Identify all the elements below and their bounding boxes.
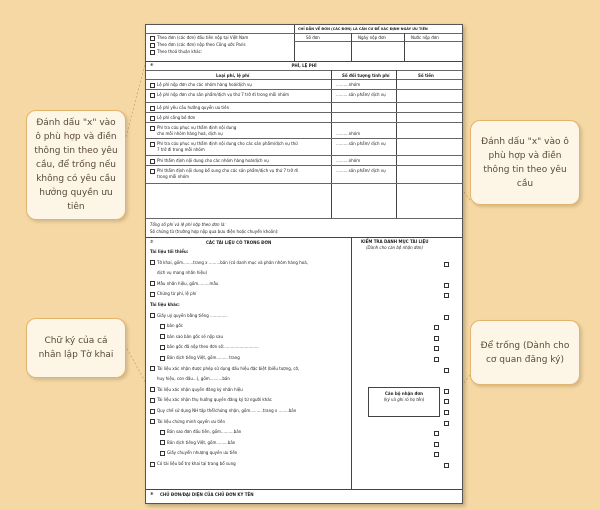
callout-signature: Chữ ký của cá nhân lập Tờ khai bbox=[26, 318, 126, 378]
doc-item[interactable]: Bản dịch tiếng Việt, gồm.........bản bbox=[160, 440, 235, 446]
doc-item[interactable]: bản gốc bbox=[160, 323, 183, 329]
doc-item[interactable]: Có tài liệu bổ trợ khai tại trang bổ sung bbox=[150, 461, 236, 467]
checkbox[interactable] bbox=[150, 281, 155, 286]
section-number: ⑧ bbox=[150, 491, 154, 496]
checkbox[interactable] bbox=[160, 334, 165, 339]
checkbox[interactable] bbox=[150, 398, 155, 403]
checklist-checkbox[interactable] bbox=[444, 421, 449, 426]
checklist-title: KIỂM TRA DANH MỤC TÀI LIỆU bbox=[361, 239, 429, 244]
doc-item[interactable]: Bản dịch tiếng Việt, gồm......... trang bbox=[160, 355, 240, 361]
fee-receipt: Số chứng từ (trường hợp nộp qua bưu điện hoặc chuyển khoản): bbox=[150, 229, 279, 234]
priority-option-other[interactable]: Theo thoả thuận khác: bbox=[150, 49, 202, 55]
checklist-checkbox[interactable] bbox=[434, 357, 439, 362]
fee-item[interactable]: Lệ phí nộp đơn cho sản phẩm/dịch vụ thứ 7 trở đi trong mỗi nhóm bbox=[150, 92, 289, 98]
checkbox[interactable] bbox=[150, 462, 155, 467]
fee-item-cont: trong mỗi nhóm bbox=[157, 174, 190, 179]
checkbox[interactable] bbox=[150, 292, 155, 297]
fee-item[interactable]: Lệ phí nộp đơn cho các nhóm hàng hoá/dịch vụ bbox=[150, 82, 252, 88]
priority-option-vn[interactable]: Theo đơn (các đơn) đầu tiên nộp tại Việt Nam bbox=[150, 35, 248, 41]
col-filing-date: Ngày nộp đơn bbox=[358, 35, 386, 40]
doc-item[interactable]: Giấy chuyển nhượng quyền ưu tiên bbox=[160, 450, 237, 456]
officer-title: Cán bộ nhận đơn bbox=[385, 391, 423, 396]
section-number: ⑦ bbox=[150, 239, 154, 244]
checkbox[interactable] bbox=[150, 419, 155, 424]
checklist-checkbox[interactable] bbox=[434, 431, 439, 436]
checkbox[interactable] bbox=[160, 451, 165, 456]
fee-item-cont: 7 trở đi trong mỗi nhóm bbox=[157, 147, 205, 152]
fee-count[interactable]: ..........sản phẩm/ dịch vụ bbox=[336, 141, 386, 146]
checkbox[interactable] bbox=[160, 440, 165, 445]
doc-item[interactable]: Quy chế sử dụng NH tập thể/chứng nhận, gồm..........trang x ........bản bbox=[150, 408, 296, 414]
checkbox[interactable] bbox=[150, 313, 155, 318]
declaration-form bbox=[145, 24, 463, 504]
doc-item[interactable]: Giấy uỷ quyền bằng tiếng .............. bbox=[150, 313, 228, 319]
checkbox[interactable] bbox=[150, 387, 155, 392]
doc-item[interactable]: bản sao bản gốc sẽ nộp sau bbox=[160, 334, 223, 340]
doc-group-label: Tài liệu khác: bbox=[150, 302, 180, 307]
checkbox[interactable] bbox=[160, 324, 165, 329]
fee-count[interactable]: ..........sản phẩm/ dịch vụ bbox=[336, 92, 386, 97]
checklist-checkbox[interactable] bbox=[444, 262, 449, 267]
doc-item[interactable]: Tài liệu xác nhận thụ hưởng quyền đăng ký từ người khác bbox=[150, 397, 272, 403]
fee-item[interactable]: Phí tra cứu phục vụ thẩm định nội dung bbox=[150, 125, 236, 131]
doc-item[interactable]: Tài liệu xác nhận quyền đăng ký nhãn hiệu bbox=[150, 387, 243, 393]
doc-item[interactable]: Chứng từ phí, lệ phí bbox=[150, 291, 196, 297]
checklist-checkbox[interactable] bbox=[444, 315, 449, 320]
checklist-subtitle: (Dành cho cán bộ nhận đơn) bbox=[366, 245, 424, 250]
doc-item[interactable]: Tờ khai, gồm........trang x .........bản (có danh mục và phân nhóm hàng hoá, bbox=[150, 260, 308, 266]
fee-count[interactable]: ..........nhóm bbox=[336, 82, 361, 87]
doc-item[interactable]: Tài liệu xác nhận được phép sử dụng dấu hiệu đặc biệt (biểu tượng, cờ, bbox=[150, 366, 299, 372]
fee-total: Tổng số phí và lệ phí nộp theo đơn là: bbox=[150, 222, 226, 227]
checklist-checkbox[interactable] bbox=[444, 399, 449, 404]
fee-item[interactable]: Phí tra cứu phục vụ thẩm định nội dung cho các sản phẩm/dịch vụ thứ bbox=[150, 141, 298, 147]
checklist-checkbox[interactable] bbox=[444, 283, 449, 288]
checklist-checkbox[interactable] bbox=[434, 325, 439, 330]
priority-basis-title: CHỈ DẪN VỀ ĐƠN (CÁC ĐƠN) LÀ CĂN CỨ ĐỂ XÁC ĐỊNH NGÀY ƯU TIÊN bbox=[298, 27, 428, 31]
fee-count[interactable]: ..........sản phẩm/ dịch vụ bbox=[336, 168, 386, 173]
fees-title: PHÍ, LỆ PHÍ bbox=[291, 63, 317, 68]
checklist-checkbox[interactable] bbox=[444, 368, 449, 373]
doc-group-label: Tài liệu tối thiểu: bbox=[150, 249, 189, 254]
checklist-checkbox[interactable] bbox=[434, 452, 439, 457]
col-app-number: Số đơn bbox=[306, 35, 320, 40]
fee-amount-header: Số tiền bbox=[418, 73, 434, 78]
fee-item[interactable]: Lệ phí công bố đơn bbox=[150, 115, 195, 121]
fee-item[interactable]: Lệ phí yêu cầu hưởng quyền ưu tiên bbox=[150, 105, 229, 111]
col-filing-country: Nước nộp đơn bbox=[411, 35, 439, 40]
doc-item[interactable]: bản gốc đã nộp theo đơn số:........................... bbox=[160, 344, 259, 350]
fee-type-header: Loại phí, lệ phí bbox=[216, 73, 250, 78]
fee-count[interactable]: ..........nhóm bbox=[336, 158, 361, 163]
signature-title: CHỦ ĐƠN/ĐẠI DIỆN CỦA CHỦ ĐƠN KÝ TÊN bbox=[160, 492, 254, 497]
officer-sub: (ký và ghi rõ họ tên) bbox=[383, 397, 425, 402]
checklist-checkbox[interactable] bbox=[444, 389, 449, 394]
checklist-checkbox[interactable] bbox=[434, 346, 439, 351]
officer-box bbox=[368, 387, 440, 417]
fee-count-header: Số đối tượng tính phí bbox=[342, 73, 390, 78]
fee-item[interactable]: Phí thẩm định nội dung cho các nhóm hàng hoá/dịch vụ bbox=[150, 158, 269, 164]
doc-item: huy hiệu, con dấu...), gồm..........bản bbox=[157, 376, 230, 382]
checkbox[interactable] bbox=[160, 345, 165, 350]
checklist-checkbox[interactable] bbox=[444, 463, 449, 468]
fee-item-cont: cho mỗi nhóm hàng hoá, dịch vụ bbox=[157, 131, 223, 136]
callout-official-use: Để trống (Dành cho cơ quan đăng ký) bbox=[470, 320, 580, 385]
checkbox[interactable] bbox=[150, 260, 155, 265]
checklist-checkbox[interactable] bbox=[444, 410, 449, 415]
doc-item[interactable]: Mẫu nhãn hiệu, gồm.........mẫu bbox=[150, 281, 218, 287]
checkbox[interactable] bbox=[160, 356, 165, 361]
documents-title: CÁC TÀI LIỆU CÓ TRONG ĐƠN bbox=[206, 240, 272, 245]
fee-item[interactable]: Phí thẩm định nội dung bổ sung cho các sản phẩm/dịch vụ thứ 7 trở đi bbox=[150, 168, 298, 174]
checklist-checkbox[interactable] bbox=[444, 293, 449, 298]
fee-count[interactable]: ..........nhóm bbox=[336, 131, 361, 136]
checkbox[interactable] bbox=[150, 366, 155, 371]
callout-fees: Đánh dấu "x" vào ô phù hợp và điền thông tin theo yêu cầu bbox=[470, 120, 580, 205]
checklist-checkbox[interactable] bbox=[434, 336, 439, 341]
doc-item[interactable]: Bản sao đơn đầu tiên, gồm..........bản bbox=[160, 429, 241, 435]
checklist-checkbox[interactable] bbox=[434, 442, 439, 447]
doc-item[interactable]: Tài liệu chứng minh quyền ưu tiên bbox=[150, 419, 225, 425]
doc-item: dịch vụ mang nhãn hiệu) bbox=[157, 270, 208, 276]
priority-option-paris[interactable]: Theo đơn (các đơn) nộp theo Công ước Paris bbox=[150, 42, 246, 48]
section-number: ⑥ bbox=[150, 62, 154, 67]
checkbox[interactable] bbox=[160, 430, 165, 435]
checkbox[interactable] bbox=[150, 409, 155, 414]
callout-priority: Đánh dấu "x" vào ô phù hợp và điền thông tin theo yêu cầu, để trống nếu không có yêu cầu hưởng quyền ưu tiên bbox=[26, 110, 126, 220]
